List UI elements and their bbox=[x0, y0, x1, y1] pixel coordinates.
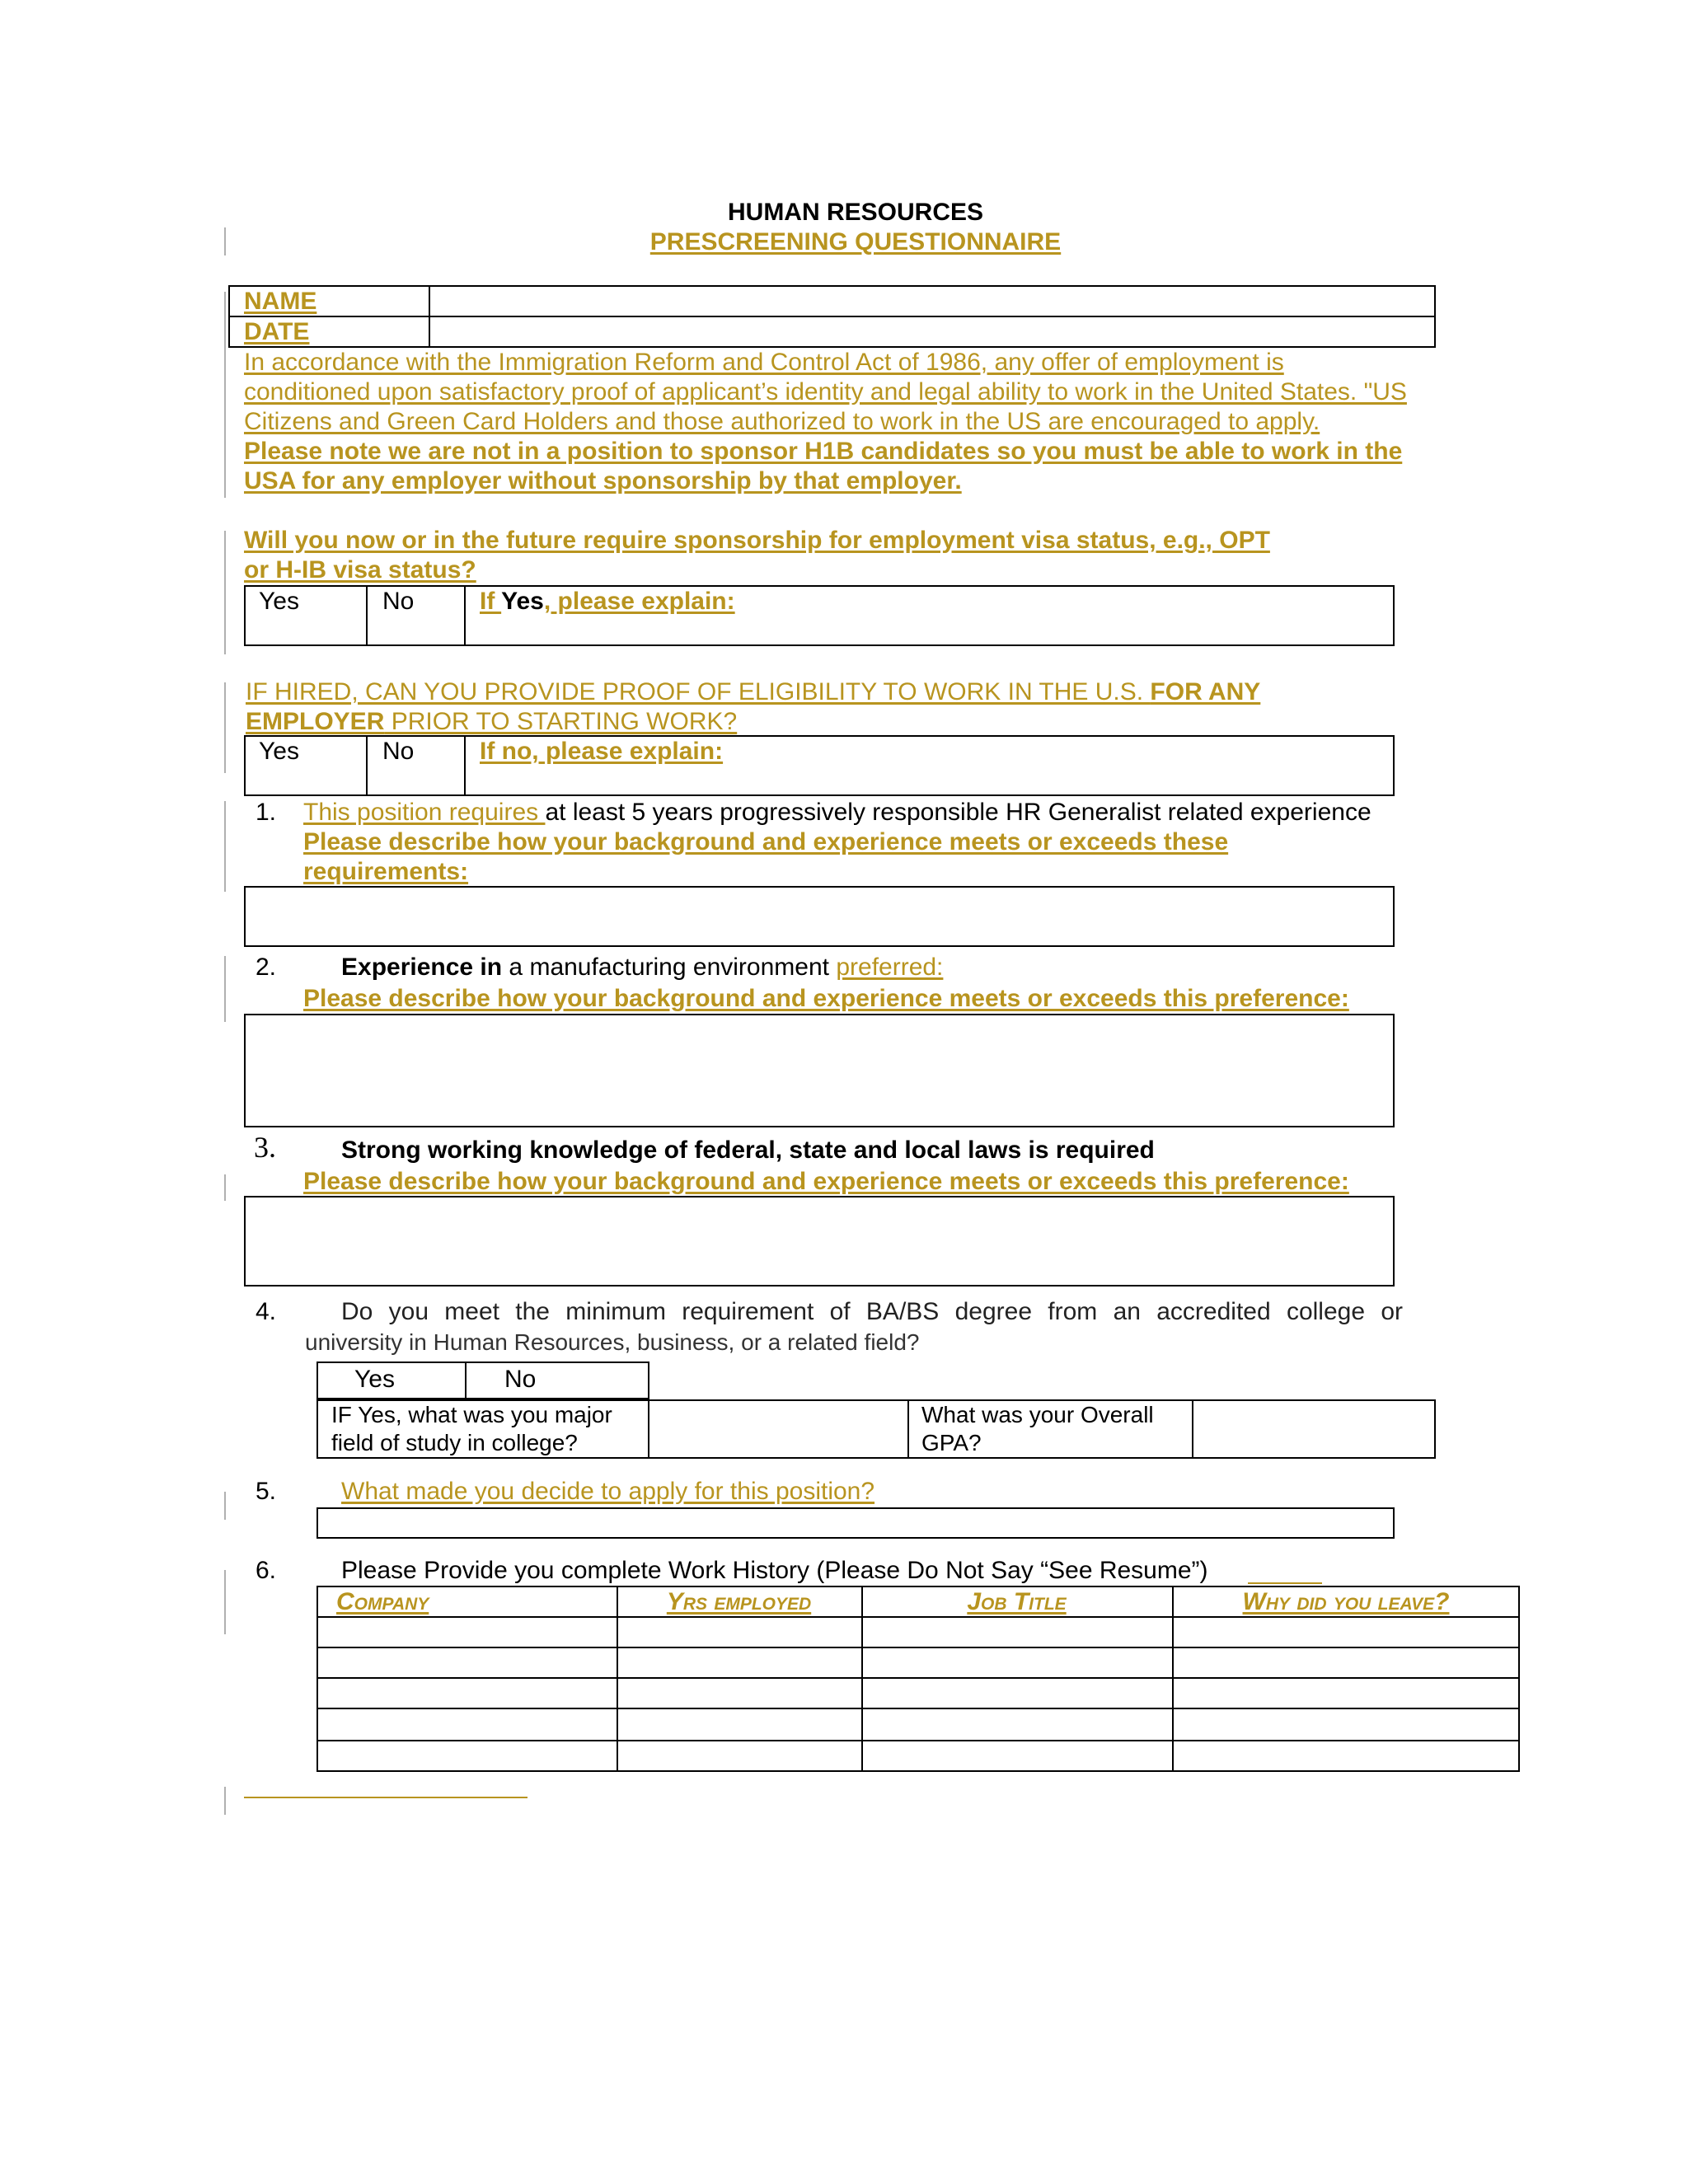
q1-answer-box[interactable] bbox=[244, 886, 1395, 947]
notice-line: In accordance with the Immigration Reform and Control Act of 1986, any offer of employment is bbox=[244, 349, 1284, 376]
table-divider bbox=[1192, 1399, 1193, 1459]
q1-part: at least 5 years progressively responsible HR Generalist related experience bbox=[545, 799, 1372, 826]
q4-no-option[interactable]: No bbox=[504, 1366, 537, 1393]
margin-bar bbox=[224, 801, 226, 892]
eligibility-q-part: FOR ANY bbox=[1150, 678, 1261, 705]
margin-bar bbox=[224, 531, 226, 654]
table-row[interactable] bbox=[318, 1679, 615, 1707]
table-divider bbox=[907, 1399, 909, 1459]
question-number: 4. bbox=[256, 1298, 277, 1325]
margin-bar bbox=[224, 1787, 226, 1815]
column-header-company: Company bbox=[336, 1588, 429, 1615]
column-header-reason: Why did you leave? bbox=[1242, 1588, 1450, 1615]
table-row[interactable] bbox=[318, 1618, 615, 1646]
q1-requirement bbox=[303, 798, 1372, 827]
margin-bar bbox=[224, 1492, 226, 1520]
q1-describe: requirements: bbox=[303, 858, 469, 885]
eligibility-q-part: PRIOR TO STARTING WORK? bbox=[384, 708, 738, 735]
eligibility-no-option[interactable]: No bbox=[382, 738, 415, 765]
q4-major-label: IF Yes, what was you major bbox=[331, 1402, 612, 1427]
footer-line bbox=[244, 1797, 528, 1798]
explain-suffix: , please explain: bbox=[543, 588, 735, 615]
question-number: 3. bbox=[254, 1131, 276, 1164]
q2-part: preferred: bbox=[836, 954, 944, 981]
eligibility-question bbox=[246, 707, 737, 737]
question-number: 1. bbox=[256, 799, 277, 826]
table-divider bbox=[366, 585, 368, 646]
margin-bar bbox=[224, 682, 226, 773]
q4-gpa-label: What was your Overall bbox=[921, 1402, 1154, 1427]
q3-requirement: Strong working knowledge of federal, state and local laws is required bbox=[341, 1137, 1155, 1164]
notice-line: USA for any employer without sponsorship by that employer. bbox=[244, 467, 962, 494]
question-number: 5. bbox=[256, 1478, 277, 1505]
q1-describe: Please describe how your background and experience meets or exceeds these bbox=[303, 828, 1229, 855]
sponsorship-answer-table bbox=[244, 585, 1395, 646]
question-number: 6. bbox=[256, 1557, 277, 1584]
q2-requirement bbox=[341, 953, 943, 982]
margin-bar bbox=[224, 1570, 226, 1634]
eligibility-yes-option[interactable]: Yes bbox=[259, 738, 299, 765]
q4-question: Do you meet the minimum requirement of BA/BS degree from an accredited college or bbox=[341, 1298, 1403, 1325]
table-divider bbox=[464, 585, 466, 646]
table-row[interactable] bbox=[318, 1648, 615, 1676]
margin-bar bbox=[224, 292, 226, 498]
q2-part: a manufacturing environment bbox=[502, 954, 837, 981]
sponsorship-yes-option[interactable]: Yes bbox=[259, 588, 299, 615]
name-label: NAME bbox=[244, 288, 317, 315]
sponsorship-question: Will you now or in the future require sponsorship for employment visa status, e.g., OPT bbox=[244, 527, 1270, 554]
explain-yes: Yes bbox=[501, 588, 544, 615]
q1-part: This position requires bbox=[303, 799, 546, 826]
date-field[interactable] bbox=[437, 317, 1426, 345]
q4-question: university in Human Resources, business, or a related field? bbox=[305, 1329, 920, 1355]
sponsorship-question: or H-IB visa status? bbox=[244, 556, 476, 583]
notice-line: conditioned upon satisfactory proof of applicant’s identity and legal ability to work in the United States. "US bbox=[244, 378, 1407, 405]
q6-trailing-underline bbox=[1248, 1582, 1322, 1584]
eligibility-answer-table bbox=[244, 735, 1395, 796]
q4-major-field[interactable] bbox=[651, 1401, 905, 1457]
table-divider bbox=[366, 735, 368, 796]
q4-gpa-label: GPA? bbox=[921, 1430, 982, 1455]
date-label: DATE bbox=[244, 318, 310, 345]
table-row[interactable] bbox=[318, 1741, 615, 1770]
q4-major-label: field of study in college? bbox=[331, 1430, 578, 1455]
q3-answer-box[interactable] bbox=[244, 1196, 1395, 1286]
eligibility-q-part: IF HIRED, CAN YOU PROVIDE PROOF OF ELIGIBILITY TO WORK IN THE U.S. bbox=[246, 678, 1151, 705]
table-divider bbox=[429, 285, 430, 348]
q4-gpa-field[interactable] bbox=[1195, 1401, 1434, 1457]
explain-prefix: If bbox=[480, 588, 502, 615]
column-header-years: Yrs employed bbox=[666, 1588, 812, 1615]
q2-describe: Please describe how your background and experience meets or exceeds this preference: bbox=[303, 985, 1349, 1012]
eligibility-q-part: EMPLOYER bbox=[246, 708, 385, 735]
table-divider bbox=[465, 1361, 467, 1399]
q4-yes-option[interactable]: Yes bbox=[354, 1366, 395, 1393]
margin-bar bbox=[224, 1174, 226, 1201]
eligibility-question bbox=[246, 677, 1260, 707]
eligibility-explain-label[interactable]: If no, please explain: bbox=[480, 738, 724, 765]
page-subtitle: PRESCREENING QUESTIONNAIRE bbox=[649, 228, 1062, 255]
name-field[interactable] bbox=[437, 287, 1426, 315]
q5-question: What made you decide to apply for this position? bbox=[341, 1478, 875, 1505]
margin-bar bbox=[224, 956, 226, 1022]
q6-question: Please Provide you complete Work History (Please Do Not Say “See Resume”) bbox=[341, 1557, 1208, 1584]
sponsorship-no-option[interactable]: No bbox=[382, 588, 415, 615]
q2-part: Experience in bbox=[341, 954, 503, 981]
notice-line: Please note we are not in a position to sponsor H1B candidates so you must be able to work in the bbox=[244, 438, 1403, 465]
table-row[interactable] bbox=[318, 1709, 615, 1739]
page-title: HUMAN RESOURCES bbox=[727, 199, 984, 226]
sponsorship-explain-label[interactable] bbox=[480, 587, 735, 616]
q2-answer-box[interactable] bbox=[244, 1014, 1395, 1127]
table-divider bbox=[648, 1399, 649, 1459]
column-header-job-title: Job Title bbox=[967, 1588, 1067, 1615]
q5-answer-box[interactable] bbox=[316, 1507, 1395, 1539]
table-divider bbox=[464, 735, 466, 796]
notice-line: Citizens and Green Card Holders and those authorized to work in the US are encouraged to apply. bbox=[244, 408, 1320, 435]
q3-describe: Please describe how your background and experience meets or exceeds this preference: bbox=[303, 1168, 1349, 1195]
question-number: 2. bbox=[256, 954, 277, 981]
